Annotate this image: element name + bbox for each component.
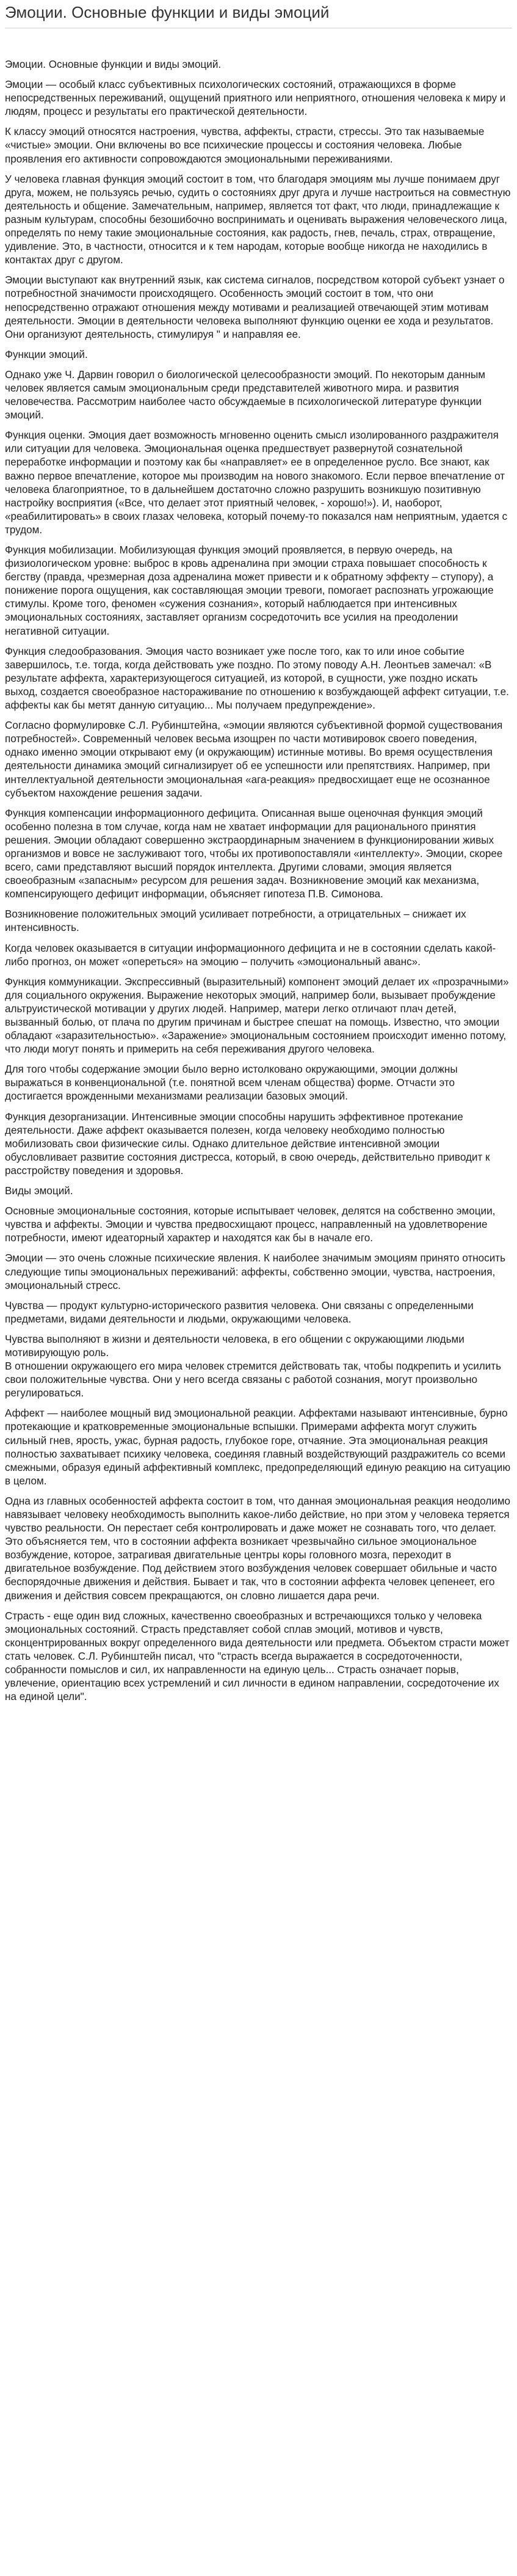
article-paragraph: Однако уже Ч. Дарвин говорил о биологической целесообразности эмоций. По некоторым данным человек является самым эмоциональным среди представителей животного мира. и развития человечества. Рассмотрим наиболее часто обсуждаемые в психологической литературе функции эмоций. bbox=[5, 368, 485, 421]
section-heading: Виды эмоций. bbox=[5, 1185, 73, 1197]
article-paragraph: Для того чтобы содержание эмоции было верно истолковано окружающими, эмоции должны выражаться в конвенциональной (т.е. понятной всем членам общества) форме. Отчасти это достигается врожденными механизмами реализации базовых эмоций. bbox=[5, 1064, 458, 1103]
article-paragraph: Чувства — продукт культурно-исторического развития человека. Они связаны с определенными предметами, видами деятельности и людьми, окружающими человека. bbox=[5, 1299, 474, 1325]
article-paragraph: Основные эмоциональные состояния, которые испытывает человек, делятся на собственно эмоции, чувства и аффекты. Эмоции и чувства предвосхищают процесс, направленный на удовлетворение потребности, имеют идеаторный характер и находятся как бы в начале его. bbox=[5, 1205, 496, 1244]
article-paragraph: Страсть - еще один вид сложных, качественно своеобразных и встречающихся только у человека эмоциональных состояний. Страсть представляет собой сплав эмоций, мотивов и чувств, сконцентрированных вокруг определенного вида деятельности или предмета. Объектом страсти может стать человек. С.Л. Рубинштейн писал, что "страсть всегда выражается в сосредоточенности, собранности помыслов и сил, их направленности на единую цель... Страсть означает порыв, увлечение, ориентацию всех устремлений и сил личности в едином направлении, сосредоточение их на единой цели". bbox=[5, 1610, 510, 1703]
article-paragraph: Функция следообразования. Эмоция часто возникает уже после того, как то или иное событие завершилось, т.е. тогда, когда действовать уже поздно. По этому поводу А.Н. Леонтьев замечал: «В результате аффекта, характеризующегося ситуацией, из которой, в сущности, уже поздно искать выход, создается своеобразное настораживание по отношению к возбуждающей аффект ситуации, т.е. аффекты как бы метят данную ситуацию... Мы получаем предупреждение». bbox=[5, 645, 509, 712]
article-paragraph: Одна из главных особенностей аффекта состоит в том, что данная эмоциональная реакция неодолимо навязывает человеку необходимость выполнить какое-либо действие, но при этом у человека теряется чувство реальности. Он перестает себя контролировать и даже может не сознавать того, что делает. Это объясняется тем, что в состоянии аффекта возникает чрезвычайно сильное эмоциональное возбуждение, которое, затрагивая двигательные центры коры головного мозга, переходит в двигательное возбуждение. Под действием этого возбуждения человек совершает обильные и часто беспорядочные движения и действия. Бывает и так, что в состоянии аффекта человек цепенеет, его движения и действия совсем прекращаются, он словно лишается дара речи. bbox=[5, 1495, 510, 1602]
title-divider bbox=[5, 27, 512, 29]
article-paragraph: Функция дезорганизации. Интенсивные эмоции способны нарушить эффективное протекание деятельности. Даже аффект оказывается полезен, когда человеку необходимо полностью мобилизовать свои физические силы. Однако длительное действие интенсивной эмоции обусловливает развитие состояния дистресса, который, в свою очередь, действительно приводит к расстройству поведения и здоровья. bbox=[5, 1111, 490, 1177]
article-paragraph: Эмоции — это очень сложные психические явления. К наиболее значимым эмоциям принято относить следующие типы эмоциональных переживаний: аффекты, собственно эмоции, чувства, настроения, эмоциональный стресс. bbox=[5, 1252, 505, 1291]
article-paragraph: У человека главная функция эмоций состоит в том, что благодаря эмоциям мы лучше понимаем друг друга, можем, не пользуясь речью, судить о состояниях друг друга и лучше настроиться на совместную деятельность и общение. Замечательным, например, является тот факт, что люди, принадлежащие к разным культурам, способны безошибочно воспринимать и оценивать выражения человеческого лица, определять по нему такие эмоциональные состояния, как радость, гнев, печаль, страх, отвращение, удивление. Это, в частности, относится и к тем народам, которые вообще никогда не находились в контактах друг с другом. bbox=[5, 173, 511, 266]
article-paragraph: Функция оценки. Эмоция дает возможность мгновенно оценить смысл изолированного раздражителя или ситуации для человека. Эмоциональная оценка предшествует развернутой сознательной переработке информации и поэтому как бы «направляет» ее в определенное русло. Все знают, как важно первое впечатление, которое мы производим на нового знакомого. Если первое впечатление от человека благоприятное, то в дальнейшем достаточно сложно разрушить возникшую позитивную настройку восприятия («Все, что делает этот приятный человек, - хорошо!»). И, наоборот, «реабилитировать» в своих глазах человека, который почему-то показался нам неприятным, удается с трудом. bbox=[5, 429, 508, 536]
article-paragraph: Эмоции — особый класс субъективных психологических состояний, отражающихся в форме непосредственных переживаний, ощущений приятного или неприятного, отношения человека к миру и людям, процесс и результаты его практической деятельности. bbox=[5, 79, 506, 118]
article-paragraph: Функция мобилизации. Мобилизующая функция эмоций проявляется, в первую очередь, на физиологическом уровне: выброс в кровь адреналина при эмоции страха повышает способность к бегству (правда, чрезмерная доза адреналина может привести и к обратному эффекту – ступору), а понижение порога ощущения, как составляющая эмоции тревоги, помогает распознать угрожающие стимулы. Кроме того, феномен «сужения сознания», который наблюдается при интенсивных эмоциональных состояниях, заставляет организм сосредоточить все усилия на преодолении негативной ситуации. bbox=[5, 544, 494, 637]
article-paragraph: Согласно формулировке С.Л. Рубинштейна, «эмоции являются субъективной формой существования потребностей». Современный человек весьма изощрен по части мотивировок своего поведения, однако именно эмоции открывают ему (и окружающим) истинные мотивы. Во время осуществления деятельности динамика эмоций сигнализирует об ее успешности или препятствиях. Например, при интеллектуальной деятельности эмоциональная «ага-реакция» предвосхищает еще не осознанное субъектом нахождение решения задачи. bbox=[5, 720, 503, 799]
page-title: Эмоции. Основные функции и виды эмоций bbox=[5, 3, 330, 21]
article-paragraph: Чувства выполняют в жизни и деятельности человека, в его общении с окружающими людьми мотивирующую роль. В отношении окружающего его мира человек стремится действовать так, чтобы подкрепить и усилить свои положительные чувства. Они у него всегда связаны с работой сознания, могут произвольно регулироваться. bbox=[5, 1333, 502, 1399]
article-paragraph: Когда человек оказывается в ситуации информационного дефицита и не в состоянии сделать какой-либо прогноз, он может «опереться» на эмоцию – получить «эмоциональный аванс». bbox=[5, 942, 496, 968]
article-paragraph: Аффект — наиболее мощный вид эмоциональной реакции. Аффектами называют интенсивные, бурно протекающие и кратковременные эмоциональные вспышки. Примерами аффекта могут служить сильный гнев, ярость, ужас, бурная радость, глубокое горе, отчаяние. Эта эмоциональная реакция полностью захватывает психику человека, соединяя главный воздействующий раздражитель со всеми смежными, образуя единый аффективный комплекс, предопределяющий единую реакцию на ситуацию в целом. bbox=[5, 1407, 511, 1487]
article-body bbox=[5, 58, 512, 1704]
article-paragraph: Эмоции. Основные функции и виды эмоций. bbox=[5, 59, 222, 70]
article-paragraph: К классу эмоций относятся настроения, чувства, аффекты, страсти, стрессы. Это так называемые «чистые» эмоции. Они включены во все психические процессы и состояния человека. Любые проявления его активности сопровождаются эмоциональными переживаниями. bbox=[5, 126, 485, 165]
article-paragraph: Функция коммуникации. Экспрессивный (выразительный) компонент эмоций делает их «прозрачными» для социального окружения. Выражение некоторых эмоций, например боли, вызывает пробуждение альтруистической мотивации у других людей. Например, матери легко отличают плач детей, вызванный болью, от плача по другим причинам и быстрее спешат на помощь. Известно, что эмоции обладают «заразительностью». «Заражение» эмоциональным состоянием происходит именно потому, что люди могут понять и примерить на себя переживания другого человека. bbox=[5, 976, 509, 1056]
section-heading: Функции эмоций. bbox=[5, 348, 88, 360]
article-paragraph: Эмоции выступают как внутренний язык, как система сигналов, посредством которой субъект узнает о потребностной значимости происходящего. Особенность эмоций состоит в том, что они непосредственно отражают отношения между мотивами и реализацией отвечающей этим мотивам деятельности. Эмоции в деятельности человека выполняют функцию оценки ее хода и результатов. Они организуют деятельность, стимулируя " и направляя ее. bbox=[5, 274, 505, 340]
article-paragraph: Возникновение положительных эмоций усиливает потребности, а отрицательных – снижает их интенсивность. bbox=[5, 908, 466, 934]
article-paragraph: Функция компенсации информационного дефицита. Описанная выше оценочная функция эмоций особенно полезна в том случае, когда нам не хватает информации для рационального принятия решения. Эмоции обладают совершенно экстраординарным значением в функционировании живых организмов и вовсе не заслуживают того, чтобы их противопоставляли «интеллекту». Эмоции, скорее всего, сами представляют высший порядок интеллекта. Другими словами, эмоция является своеобразным «запасным» ресурсом для решения задач. Возникновение эмоций как механизма, компенсирующего дефицит информации, объясняет гипотеза П.В. Симонова. bbox=[5, 807, 503, 900]
